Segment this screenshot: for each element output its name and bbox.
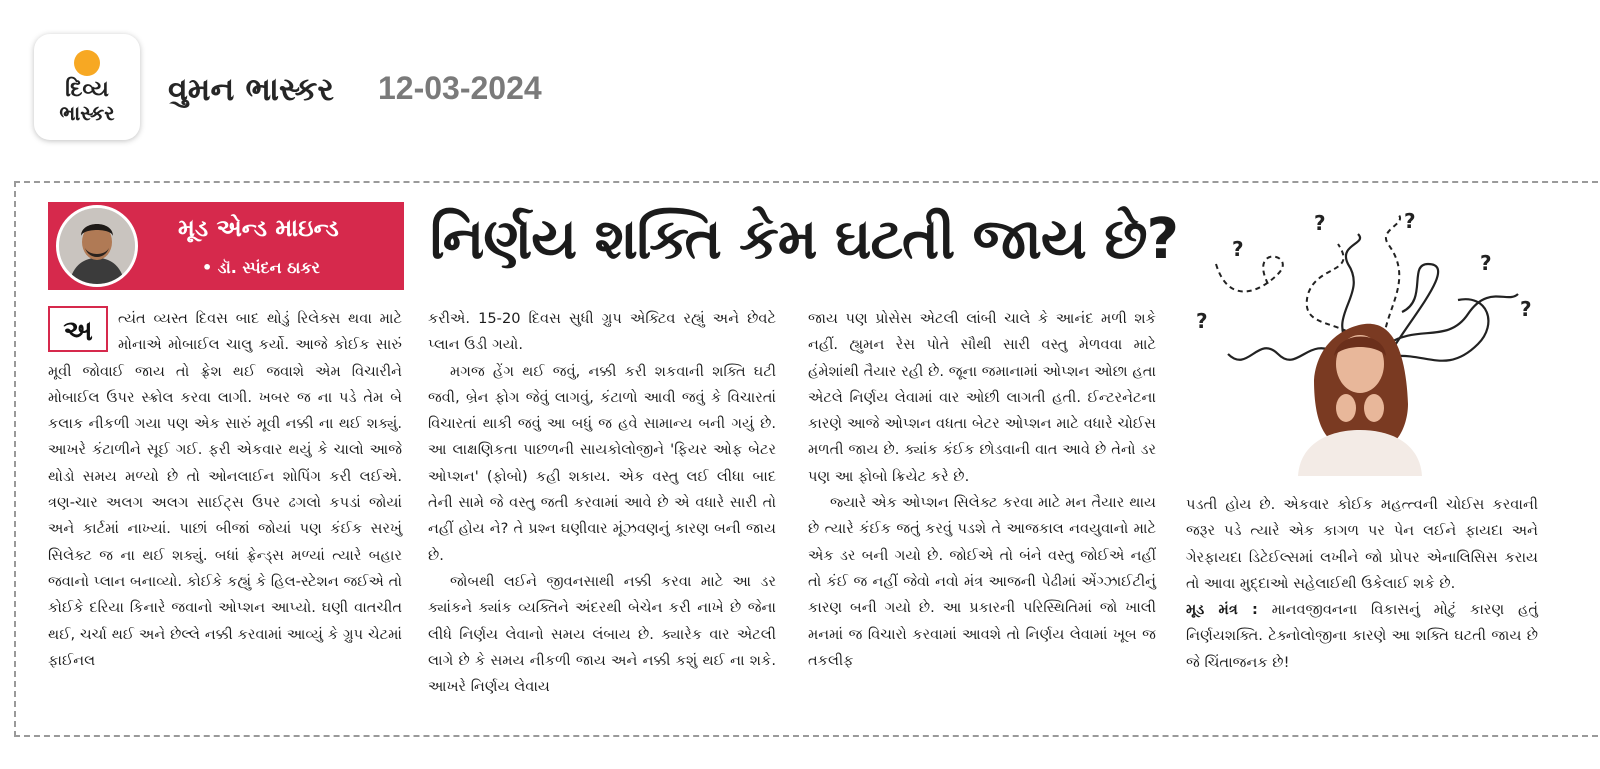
header	[0, 0, 1600, 170]
logo-text-line2: ભાસ્કર	[59, 101, 115, 125]
mood-mantra	[1186, 597, 1538, 676]
divya-bhaskar-logo[interactable]	[34, 34, 140, 140]
column-title: મૂડ એન્ડ માઇન્ડ	[178, 214, 339, 242]
article-paragraph: જોબથી લઈને જીવનસાથી નક્કી કરવા માટે આ ડર ક્યાંકને ક્યાંક વ્યક્તિને અંદરથી બેચેન કરી નાખે છે જેના લીધે નિર્ણય લેવાનો સમય લંબાય છે. ક્યારેક વાર એટલી લાગે છે કે સમય નીકળી જાય અને નક્કી કશું થઈ ના શકે. આખરે નિર્ણય લેવાય	[428, 572, 776, 696]
logo-text-line1: દિવ્ય	[65, 77, 109, 102]
question-mark: ?	[1196, 309, 1208, 333]
article-column-4	[1186, 492, 1538, 676]
article-paragraph: જ્યારે એક ઓપ્શન સિલેક્ટ કરવા માટે મન તૈયાર થાય છે ત્યારે કંઈક જતું કરવું પડશે તે આજકાલ નવયુવાનો માટે એક ડર બની ગયો છે. જોઈએ તો બંને વસ્તુ જોઈએ નહીં તો કંઈ જ નહીં જેવો નવો મંત્ર આજની પેઢીમાં એંગ્ઝાઈટીનું કારણ બની ગયો છે. આ પ્રકારની પરિસ્થિતિમાં જો ખાલી મનમાં જ વિચારો કરવામાં આવશે તો નિર્ણય લેવામાં ખૂબ જ તકલીફ	[808, 494, 1156, 669]
question-mark: ?	[1404, 209, 1416, 233]
mood-mantra-label: મૂડ મંત્ર :	[1186, 601, 1258, 619]
drop-cap: અ	[48, 306, 108, 352]
thinking-woman-illustration	[1188, 204, 1538, 476]
publication-date: 12-03-2024	[378, 70, 542, 106]
sun-icon	[74, 50, 100, 76]
question-mark: ?	[1232, 237, 1244, 261]
mood-mantra-text: માનવજીવનના વિકાસનું મોટું કારણ હતું નિર્ણયશક્તિ. ટેક્નોલોજીના કારણે આ શક્તિ ઘટતી જાય છે જે ચિંતાજનક છે!	[1186, 601, 1539, 671]
question-mark: ?	[1480, 251, 1492, 275]
avatar-icon	[59, 208, 135, 284]
headline: નિર્ણય શક્તિ કેમ ઘટતી જાય છે?	[430, 207, 1179, 272]
publication-name: વુમન ભાસ્કર	[168, 70, 334, 108]
article-paragraph: પડતી હોય છે. એકવાર કોઈક મહત્ત્વની ચોઈસ કરવાની જરૂર પડે ત્યારે એક કાગળ પર પેન લઈને ફાયદા અને ગેરફાયદા ડિટેઈલ્સમાં લખીને જો પ્રોપર એનાલિસિસ કરાય તો આવા મુદ્દાઓ સહેલાઈથી ઉકેલાઈ શકે છે.	[1186, 496, 1538, 592]
article-column-2	[428, 306, 776, 700]
article-paragraph: ત્યંત વ્યસ્ત દિવસ બાદ થોડું રિલેક્સ થવા માટે મોનાએ મોબાઈલ ચાલુ કર્યો. આજે કોઈક સારું મૂવી જોવાઈ જાય તો ફ્રેશ થઈ જવાશે એમ વિચારીને મોબાઈલ ઉપર સ્ક્રોલ કરવા લાગી. ખબર જ ના પડે તેમ બે કલાક નીકળી ગયા પણ એક સારું મૂવી નક્કી ના થઈ શક્યું. આખરે કંટાળીને સૂઈ ગઈ. ફરી એકવાર થયું કે ચાલો આજે થોડો સમય મળ્યો છે તો ઓનલાઈન શોપિંગ કરી લઈએ. ત્રણ-ચાર અલગ અલગ સાઈટ્સ ઉપર ઢગલો કપડાં જોયાં અને કાર્ટમાં નાખ્યાં. પાછાં બીજાં જોયાં પણ કંઈક સરખું સિલેક્ટ જ ના થઈ શક્યું. બધાં ફ્રેન્ડ્સ મળ્યાં ત્યારે બહાર જવાનો પ્લાન બનાવ્યો. કોઈકે કહ્યું કે હિલ-સ્ટેશન જઈએ તો કોઈકે દરિયા કિનારે જવાનો ઓપ્શન આપ્યો. ઘણી વાતચીત થઈ, ચર્ચા થઈ અને છેલ્લે નક્કી કરવામાં આવ્યું કે ગ્રુપ ચેટમાં ફાઈનલ	[48, 310, 402, 669]
article-paragraph: જાય પણ પ્રોસેસ એટલી લાંબી ચાલે કે આનંદ મળી શકે નહીં. હ્યુમન રેસ પોતે સૌથી સારી વસ્તુ મેળવવા માટે હંમેશાંથી તૈયાર રહી છે. જૂના જમાનામાં ઓપ્શન ઓછા હતા એટલે નિર્ણય લેવામાં વાર ઓછી લાગતી હતી. ઈન્ટરનેટના કારણે આજે ઓપ્શન વધતા બેટર ઓપ્શન માટે વધારે ચોઈસ મળતી જાય છે. ક્યાંક કંઈક છોડવાની વાત આવે છે તેનો ડર પણ આ ફોબો ક્રિયેટ કરે છે.	[808, 310, 1156, 485]
author-photo	[56, 205, 138, 287]
question-mark: ?	[1520, 297, 1532, 321]
column-author: • ડૉ. સ્પંદન ઠાકર	[202, 258, 320, 277]
article-column-1	[48, 306, 402, 674]
article-paragraph: કરીએ. 15-20 દિવસ સુધી ગ્રુપ એક્ટિવ રહ્યું અને છેવટે પ્લાન ઉડી ગયો.	[428, 310, 776, 354]
article-column-3	[808, 306, 1156, 674]
question-mark: ?	[1314, 211, 1326, 235]
article-paragraph: મગજ હેંગ થઈ જવું, નક્કી કરી શકવાની શક્તિ ઘટી જવી, બ્રેન ફોગ જેવું લાગવું, કંટાળો આવી જવું કે વિચારતાં વિચારતાં થાકી જવું આ બધું જ હવે સામાન્ય બની ગયું છે. આ લાક્ષણિકતા પાછળની સાયકોલોજીને 'ફિયર ઓફ બેટર ઓપ્શન' (ફોબો) કહી શકાય. એક વસ્તુ લઈ લીધા બાદ તેની સામે જે વસ્તુ જતી કરવામાં આવે છે એ વધારે સારી તો નહીં હોય ને? તે પ્રશ્ન ઘણીવાર મૂંઝવણનું કારણ બની જાય છે.	[428, 362, 776, 564]
